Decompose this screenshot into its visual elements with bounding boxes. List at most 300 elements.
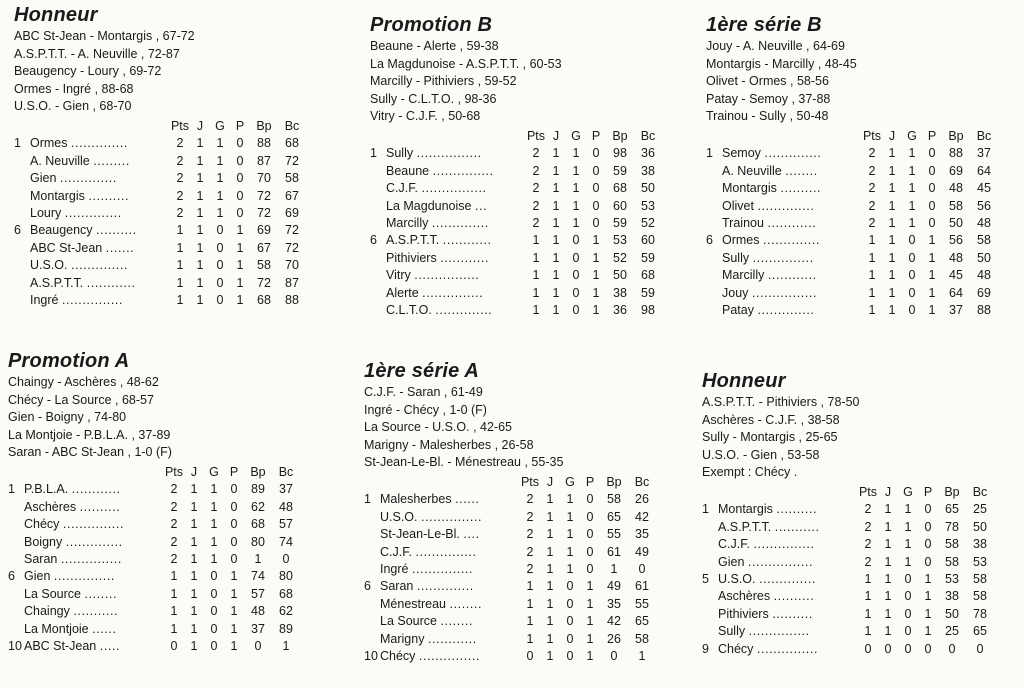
stat-p: 1 — [592, 233, 600, 248]
group-promotion-b — [370, 14, 662, 319]
stat-bp: 72 — [257, 206, 271, 220]
rank: 1 — [364, 492, 371, 507]
stat-pts: 1 — [864, 572, 872, 586]
dot-leader: ................ — [747, 554, 814, 569]
table-row — [14, 205, 306, 222]
stat-bc: 50 — [641, 181, 655, 196]
team-cell — [386, 163, 526, 180]
stat-g: 1 — [210, 499, 218, 514]
team-cell — [24, 481, 164, 498]
dot-leader: ... — [474, 198, 488, 213]
team-name: C.J.F. — [386, 181, 418, 196]
stat-bc: 37 — [279, 482, 293, 497]
rank — [364, 596, 380, 613]
stat-p: 0 — [586, 544, 594, 559]
stat-g: 1 — [908, 181, 916, 196]
team-cell — [30, 170, 170, 187]
stat-bp: 37 — [949, 303, 963, 318]
column-header: Bp — [944, 484, 960, 499]
standings-header — [370, 128, 662, 145]
stat-bp: 78 — [945, 519, 959, 534]
stat-bc: 78 — [973, 606, 987, 621]
team-name: Marcilly — [722, 268, 765, 283]
stat-j: 1 — [546, 544, 554, 559]
team-name: Ingré — [30, 293, 59, 308]
stat-p: 1 — [230, 604, 238, 619]
table-row — [370, 232, 662, 249]
stat-g: 1 — [908, 216, 916, 230]
stat-g: 1 — [566, 509, 574, 524]
team-name: Sully — [722, 250, 750, 265]
stat-pts: 1 — [864, 624, 872, 639]
stat-j: 1 — [196, 240, 204, 255]
team-name: Chécy — [718, 641, 754, 656]
group-1ere-serie-a — [364, 360, 656, 665]
stat-bp: 0 — [610, 649, 618, 664]
stat-g: 1 — [210, 482, 218, 497]
dot-leader: ....... — [105, 240, 135, 255]
team-cell — [24, 551, 164, 568]
dot-leader: ............... — [61, 293, 124, 308]
stat-p: 1 — [230, 586, 238, 601]
stat-j: 1 — [190, 534, 198, 549]
stat-pts: 1 — [176, 258, 184, 273]
standings-header — [14, 118, 306, 135]
stat-bc: 45 — [977, 181, 991, 196]
stat-p: 0 — [236, 188, 244, 203]
column-header: Bp — [948, 128, 964, 143]
table-row — [364, 613, 656, 630]
stat-pts: 1 — [176, 275, 184, 290]
team-cell — [386, 250, 526, 267]
stat-pts: 2 — [864, 519, 872, 534]
team-name: Aschères — [718, 589, 771, 604]
stat-g: 0 — [572, 268, 580, 283]
stat-bc: 56 — [977, 198, 991, 213]
rank — [706, 285, 722, 302]
rank — [702, 554, 718, 571]
stat-bc: 69 — [285, 206, 299, 220]
stat-j: 1 — [190, 569, 198, 584]
stat-j: 1 — [888, 303, 896, 318]
group-title: Honneur — [14, 4, 98, 26]
dot-leader: ................ — [751, 285, 818, 300]
stat-pts: 2 — [864, 554, 872, 569]
table-row — [14, 240, 306, 257]
stat-g: 0 — [904, 624, 912, 639]
team-cell — [24, 586, 164, 603]
group-title: 1ère série B — [706, 14, 822, 36]
rank — [8, 499, 24, 516]
stat-g: 1 — [566, 492, 574, 507]
stat-bc: 25 — [973, 502, 987, 517]
stat-bc: 48 — [977, 268, 991, 283]
team-cell — [380, 526, 520, 543]
team-cell — [24, 516, 164, 533]
team-cell — [380, 544, 520, 561]
dot-leader: .............. — [759, 572, 817, 586]
column-header: Pts — [164, 464, 184, 479]
table-row — [706, 285, 998, 302]
result-line: Sully - C.L.T.O. , 98-36 — [370, 91, 497, 106]
stat-j: 1 — [888, 181, 896, 196]
table-row — [702, 554, 994, 571]
stat-bp: 58 — [945, 554, 959, 569]
dot-leader: .............. — [416, 579, 474, 594]
stat-pts: 1 — [526, 596, 534, 611]
team-name: Ménestreau — [380, 596, 447, 611]
stat-j: 1 — [546, 562, 554, 576]
rank: 1 — [14, 136, 21, 151]
result-line: Exempt : Chécy . — [702, 465, 798, 480]
team-name: La Source — [24, 586, 81, 601]
team-name: Chaingy — [24, 604, 70, 619]
dot-leader: .............. — [431, 216, 489, 230]
column-header: P — [927, 128, 937, 143]
table-row — [370, 180, 662, 197]
result-line: Marigny - Malesherbes , 26-58 — [364, 437, 534, 452]
table-row — [370, 163, 662, 180]
results-list — [8, 374, 300, 462]
table-row — [8, 499, 300, 516]
stat-j: 1 — [884, 572, 892, 586]
dot-leader: ............... — [748, 624, 810, 639]
stat-pts: 2 — [868, 146, 876, 161]
team-cell — [718, 606, 858, 623]
stat-bp: 58 — [607, 492, 621, 507]
stat-pts: 2 — [864, 537, 872, 552]
group-1ere-serie-b — [706, 14, 998, 319]
stat-j: 1 — [546, 614, 554, 629]
dot-leader: .......... — [96, 223, 137, 238]
results-list — [706, 38, 998, 126]
table-row — [364, 544, 656, 561]
table-row — [702, 606, 994, 623]
stat-g: 0 — [572, 250, 580, 265]
stat-p: 1 — [586, 614, 594, 629]
stat-g: 0 — [566, 596, 574, 611]
stat-bc: 61 — [635, 579, 649, 594]
stat-g: 0 — [904, 572, 912, 586]
rank: 1 — [706, 146, 713, 161]
stat-g: 1 — [566, 544, 574, 559]
stat-j: 1 — [190, 586, 198, 601]
stat-pts: 2 — [170, 482, 178, 497]
stat-p: 0 — [924, 554, 932, 569]
team-name: Gien — [30, 171, 57, 186]
rank — [702, 623, 718, 640]
column-header: Bp — [606, 474, 622, 489]
stat-p: 1 — [586, 631, 594, 646]
dot-leader: ............ — [86, 275, 136, 290]
stat-p: 1 — [924, 572, 932, 586]
dot-leader: ........ — [449, 596, 483, 611]
team-cell — [718, 641, 858, 658]
rank — [14, 240, 30, 257]
stat-pts: 2 — [526, 562, 534, 576]
stat-pts: 2 — [170, 552, 178, 566]
dot-leader: ................ — [414, 268, 480, 283]
dot-leader: ............... — [421, 509, 483, 524]
result-line: Ingré - Chécy , 1-0 (F) — [364, 402, 487, 417]
stat-bp: 0 — [254, 639, 262, 654]
stat-bc: 35 — [635, 527, 649, 542]
table-row — [706, 302, 998, 319]
table-row — [370, 285, 662, 302]
stat-pts: 1 — [532, 303, 540, 318]
stat-bc: 60 — [641, 233, 655, 248]
stat-g: 0 — [908, 250, 916, 265]
team-name: Vitry — [386, 268, 411, 283]
stat-g: 1 — [210, 517, 218, 532]
stat-p: 1 — [928, 303, 936, 318]
result-line: Beaugency - Loury , 69-72 — [14, 64, 162, 79]
stat-j: 1 — [196, 188, 204, 203]
team-name: La Montjoie — [24, 621, 89, 636]
stat-j: 1 — [196, 293, 204, 308]
result-line: La Montjoie - P.B.L.A. , 37-89 — [8, 427, 171, 442]
stat-bc: 58 — [635, 631, 649, 646]
table-row — [14, 188, 306, 205]
rank — [8, 534, 24, 551]
rank: 1 — [8, 482, 15, 497]
column-header: J — [888, 128, 896, 143]
team-cell — [722, 198, 862, 215]
group-title: Promotion B — [370, 14, 493, 36]
stat-pts: 1 — [864, 606, 872, 621]
stat-g: 0 — [572, 303, 580, 318]
dot-leader: .............. — [64, 206, 122, 220]
stat-bp: 80 — [251, 534, 265, 549]
team-name: U.S.O. — [380, 509, 418, 524]
team-name: Ormes — [30, 136, 68, 151]
rank — [14, 205, 30, 222]
standings-table — [706, 128, 998, 319]
team-name: Chécy — [24, 517, 60, 532]
column-header: Bc — [634, 474, 650, 489]
team-cell — [380, 631, 520, 648]
rank — [8, 603, 24, 620]
stat-bp: 50 — [949, 216, 963, 230]
stat-bp: 65 — [607, 509, 621, 524]
dot-leader: ............... — [415, 544, 477, 559]
stat-pts: 1 — [176, 240, 184, 255]
dot-leader: ............... — [753, 537, 815, 552]
stat-bp: 1 — [610, 562, 618, 576]
stat-bp: 60 — [613, 198, 627, 213]
rank — [370, 285, 386, 302]
team-name: Beaugency — [30, 223, 93, 238]
rank — [370, 180, 386, 197]
rank — [702, 588, 718, 605]
table-row — [706, 180, 998, 197]
stat-p: 1 — [236, 258, 244, 273]
team-name: A.S.P.T.T. — [718, 519, 772, 534]
stat-bp: 52 — [613, 250, 627, 265]
team-name: Patay — [722, 303, 754, 318]
team-cell — [30, 188, 170, 205]
stat-bc: 50 — [973, 519, 987, 534]
stat-j: 1 — [552, 181, 560, 196]
stat-g: 1 — [216, 188, 224, 203]
stat-pts: 2 — [526, 492, 534, 507]
stat-pts: 2 — [526, 509, 534, 524]
team-cell — [722, 302, 862, 319]
team-name: Montargis — [30, 188, 85, 203]
rank — [370, 250, 386, 267]
table-row — [702, 501, 994, 518]
table-row — [14, 257, 306, 274]
table-row — [706, 267, 998, 284]
team-name: Montargis — [718, 502, 773, 517]
column-header: Bp — [250, 464, 266, 479]
rank: 6 — [364, 579, 371, 594]
team-cell — [380, 561, 520, 578]
stat-pts: 2 — [176, 171, 184, 186]
stat-g: 0 — [210, 586, 218, 601]
stat-bp: 58 — [949, 198, 963, 213]
stat-j: 1 — [552, 146, 560, 161]
stat-j: 1 — [196, 206, 204, 220]
team-name: Olivet — [722, 198, 754, 213]
team-name: Saran — [24, 552, 58, 566]
table-row — [702, 623, 994, 640]
column-header: Bp — [612, 128, 628, 143]
table-row — [8, 621, 300, 638]
stat-p: 0 — [230, 552, 238, 566]
standings-table — [14, 118, 306, 309]
dot-leader: .............. — [764, 146, 822, 161]
group-title: Promotion A — [8, 350, 130, 372]
rank — [14, 275, 30, 292]
stat-g: 1 — [904, 502, 912, 517]
stat-j: 1 — [190, 499, 198, 514]
stat-j: 1 — [884, 624, 892, 639]
team-cell — [30, 222, 170, 239]
rank: 6 — [706, 233, 713, 248]
team-name: C.J.F. — [718, 537, 750, 552]
stat-pts: 2 — [868, 181, 876, 196]
result-line: Marcilly - Pithiviers , 59-52 — [370, 74, 517, 89]
stat-bc: 52 — [641, 216, 655, 230]
column-header: Bc — [972, 484, 988, 499]
table-row — [702, 571, 994, 588]
stat-g: 0 — [908, 285, 916, 300]
column-header: P — [923, 484, 933, 499]
stat-bp: 55 — [607, 527, 621, 542]
stat-g: 1 — [572, 146, 580, 161]
stat-pts: 1 — [170, 586, 178, 601]
stat-bc: 59 — [641, 285, 655, 300]
column-header: J — [196, 118, 204, 133]
dot-leader: ..... — [99, 639, 121, 654]
result-line: Olivet - Ormes , 58-56 — [706, 74, 829, 89]
stat-bp: 36 — [613, 303, 627, 318]
stat-j: 1 — [888, 268, 896, 283]
column-header: J — [884, 484, 892, 499]
dot-leader: ............... — [60, 552, 122, 566]
stat-bc: 55 — [635, 596, 649, 611]
stat-p: 0 — [586, 492, 594, 507]
stat-j: 1 — [884, 537, 892, 552]
rank — [14, 170, 30, 187]
result-line: ABC St-Jean - Montargis , 67-72 — [14, 29, 195, 43]
stat-g: 0 — [566, 614, 574, 629]
stat-bp: 48 — [949, 181, 963, 196]
team-name: A. Neuville — [30, 153, 90, 168]
result-line: Trainou - Sully , 50-48 — [706, 109, 829, 124]
team-cell — [30, 292, 170, 309]
team-cell — [386, 285, 526, 302]
stat-g: 1 — [572, 181, 580, 196]
stat-j: 1 — [196, 136, 204, 151]
column-header: G — [903, 484, 913, 499]
stat-p: 1 — [928, 268, 936, 283]
stat-p: 0 — [236, 206, 244, 220]
stat-j: 1 — [196, 275, 204, 290]
dot-leader: ............... — [53, 569, 115, 584]
stat-pts: 1 — [532, 268, 540, 283]
table-row — [702, 536, 994, 553]
stat-j: 1 — [888, 198, 896, 213]
table-row — [364, 596, 656, 613]
stat-pts: 2 — [526, 544, 534, 559]
stat-bp: 89 — [251, 482, 265, 497]
stat-bp: 50 — [945, 606, 959, 621]
team-name: La Source — [380, 614, 437, 629]
stat-bc: 89 — [279, 621, 293, 636]
stat-pts: 2 — [176, 206, 184, 220]
stat-p: 0 — [924, 537, 932, 552]
stat-bp: 38 — [613, 285, 627, 300]
dot-leader: .............. — [757, 198, 815, 213]
dot-leader: ...... — [92, 621, 117, 636]
stat-bc: 69 — [977, 285, 991, 300]
stat-pts: 2 — [170, 517, 178, 532]
result-line: Aschères - C.J.F. , 38-58 — [702, 412, 840, 427]
stat-p: 1 — [928, 285, 936, 300]
rank — [706, 267, 722, 284]
stat-p: 0 — [236, 171, 244, 186]
stat-bc: 58 — [973, 589, 987, 604]
team-name: Ormes — [722, 233, 760, 248]
dot-leader: .... — [463, 527, 480, 542]
stat-bc: 88 — [977, 303, 991, 318]
stat-pts: 2 — [170, 499, 178, 514]
team-cell — [722, 267, 862, 284]
team-cell — [30, 205, 170, 222]
team-name: Malesherbes — [380, 492, 452, 507]
stat-j: 1 — [884, 502, 892, 517]
stat-bc: 48 — [279, 499, 293, 514]
stat-p: 1 — [592, 285, 600, 300]
team-name: Pithiviers — [386, 250, 437, 265]
stat-bc: 26 — [635, 492, 649, 507]
stat-g: 0 — [904, 606, 912, 621]
team-name: ABC St-Jean — [24, 639, 97, 654]
table-row — [370, 250, 662, 267]
rank — [364, 509, 380, 526]
table-row — [14, 275, 306, 292]
stat-g: 0 — [566, 631, 574, 646]
table-row — [8, 638, 300, 655]
rank: 9 — [702, 641, 709, 656]
stat-p: 0 — [592, 181, 600, 196]
stat-j: 1 — [884, 519, 892, 534]
rank: 1 — [702, 502, 709, 517]
dot-leader: .......... — [780, 181, 822, 196]
stat-pts: 2 — [532, 216, 540, 230]
